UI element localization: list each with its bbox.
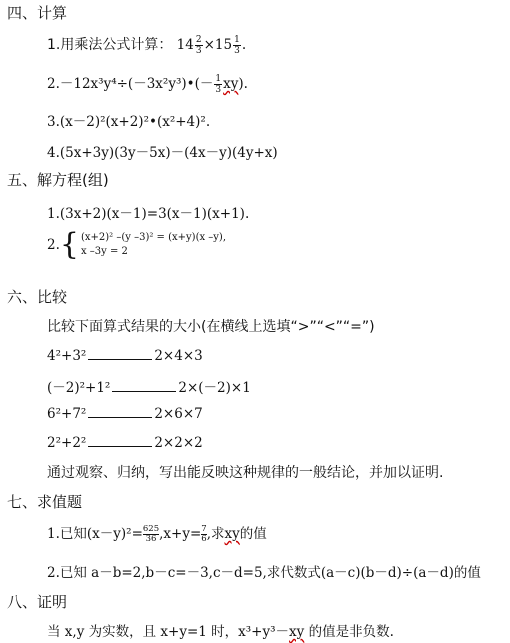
evaluate-q1-den2: 6 bbox=[201, 534, 207, 544]
section-title-evaluate: 七、求值题 bbox=[7, 493, 83, 511]
equation-system bbox=[81, 231, 226, 259]
calc-q1-prefix: 1.用乘法公式计算： bbox=[47, 37, 173, 53]
calc-q2-num: 1 bbox=[215, 74, 222, 84]
evaluate-q1-fraction-1 bbox=[143, 525, 159, 544]
calc-q2-part-a: 2.－12x³y⁴÷(－3x²y³)•(－ bbox=[47, 76, 214, 92]
compare-conclusion: 通过观察、归纳，写出能反映这种规律的一般结论，并加以证明. bbox=[47, 465, 444, 481]
evaluate-q1-part-b: ,x+y= bbox=[159, 526, 202, 542]
compare-row-1 bbox=[47, 347, 203, 364]
evaluate-question-1 bbox=[47, 522, 267, 544]
calc-q1-whole: 14 bbox=[176, 37, 194, 53]
proof-xy: xy bbox=[289, 624, 305, 640]
calc-question-2 bbox=[47, 72, 248, 95]
proof-part-b: 的值是非负数. bbox=[304, 624, 394, 640]
calc-q1-fraction-2 bbox=[233, 35, 241, 56]
compare-row-2-right: 2×(－2)×1 bbox=[178, 380, 251, 396]
compare-row-3-left: 6²+7² bbox=[47, 406, 87, 422]
equation-system-brace: { bbox=[59, 227, 79, 262]
evaluate-q1-xy: xy bbox=[224, 526, 240, 542]
proof-part-a: 当 x,y 为实数，且 x+y=1 时，x³+y³－ bbox=[47, 624, 290, 640]
proof-statement bbox=[47, 620, 394, 640]
calc-q1-num1: 2 bbox=[195, 35, 202, 45]
equation-system-line-2: x –3y = 2 bbox=[80, 246, 128, 257]
compare-row-3-right: 2×6×7 bbox=[154, 406, 203, 422]
evaluate-q1-den1: 36 bbox=[145, 534, 157, 544]
evaluate-question-2: 2.已知 a－b=2,b－c=－3,c－d=5,求代数式(a－c)(b－d)÷(a－d)的值 bbox=[47, 565, 481, 581]
calc-question-4: 4.(5x+3y)(3y－5x)－(4x－y)(4y+x) bbox=[47, 145, 278, 161]
calc-q2-xy: xy bbox=[223, 76, 239, 92]
compare-instructions: 比较下面算式结果的大小(在横线上选填“>”“<”“=”) bbox=[47, 319, 375, 335]
evaluate-q1-part-d: 的值 bbox=[239, 526, 267, 542]
compare-row-2-left: (－2)²+1² bbox=[47, 380, 111, 396]
evaluate-q1-num1: 625 bbox=[142, 524, 160, 534]
evaluate-q1-num2: 7 bbox=[201, 524, 207, 534]
compare-row-2 bbox=[47, 376, 251, 396]
compare-row-4 bbox=[47, 434, 203, 451]
section-title-compare: 六、比较 bbox=[7, 288, 68, 306]
compare-row-4-blank[interactable] bbox=[88, 434, 152, 447]
calc-q2-part-c: ). bbox=[238, 76, 248, 92]
evaluate-q1-part-a: 1.已知(x－y)²= bbox=[47, 526, 143, 542]
compare-row-1-right: 2×4×3 bbox=[154, 348, 203, 364]
section-title-equations: 五、解方程(组) bbox=[7, 171, 109, 189]
calc-q1-end: . bbox=[241, 37, 247, 53]
calc-q1-op: ×15 bbox=[203, 37, 233, 53]
equation-question-1: 1.(3x+2)(x－1)=3(x－1)(x+1). bbox=[47, 206, 250, 222]
calc-q1-fraction-1 bbox=[195, 35, 203, 56]
calc-question-3: 3.(x－2)²(x+2)²•(x²+4)². bbox=[47, 114, 211, 130]
compare-row-1-blank[interactable] bbox=[88, 347, 152, 360]
calc-q1-den1: 3 bbox=[195, 46, 202, 56]
section-title-calculation: 四、计算 bbox=[7, 4, 68, 22]
compare-row-4-left: 2²+2² bbox=[47, 435, 87, 451]
calc-q2-den: 3 bbox=[215, 85, 222, 95]
compare-row-2-blank[interactable] bbox=[112, 379, 176, 392]
equation-question-2 bbox=[47, 227, 227, 262]
calc-q1-den2: 3 bbox=[234, 46, 240, 56]
compare-row-3 bbox=[47, 405, 203, 422]
calc-question-1 bbox=[47, 34, 246, 56]
evaluate-q1-part-c: ,求 bbox=[206, 526, 225, 542]
compare-row-4-right: 2×2×2 bbox=[154, 435, 203, 451]
compare-row-1-left: 4²+3² bbox=[47, 348, 87, 364]
equation-system-line-1: (x+2)² –(y –3)² = (x+y)(x –y), bbox=[80, 232, 227, 243]
section-title-proof: 八、证明 bbox=[7, 593, 68, 611]
calc-q2-fraction bbox=[214, 74, 222, 95]
equation-q2-label: 2. bbox=[47, 237, 60, 253]
calc-q1-num2: 1 bbox=[234, 35, 240, 45]
compare-row-3-blank[interactable] bbox=[88, 405, 152, 418]
